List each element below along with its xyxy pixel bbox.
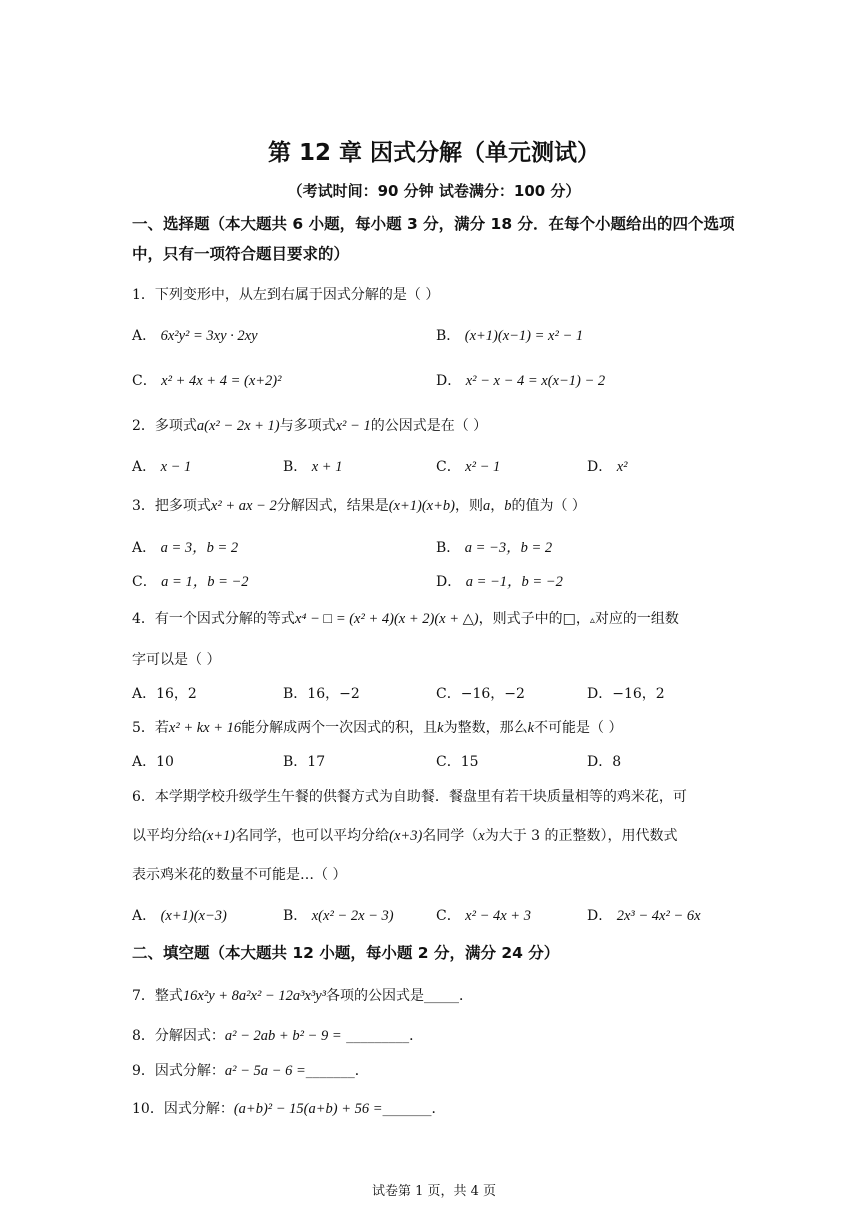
stem-text: 9．因式分解：: [132, 1063, 225, 1079]
option-label: D．: [436, 574, 462, 590]
option-math: 2x³ − 4x² − 6x: [616, 908, 701, 924]
stem-math: k: [437, 720, 444, 736]
option-label: D．: [436, 373, 462, 389]
stem-text: 为大于 3 的正整数），用代数式: [484, 828, 678, 844]
option-math: a = 1，b = −2: [161, 574, 249, 590]
option-math: x² − 1: [465, 459, 501, 475]
stem-text: 与多项式: [279, 418, 336, 434]
q4-option-b: B．16，−2: [283, 686, 360, 702]
option-math: (x+1)(x−3): [160, 908, 227, 924]
option-math: a = −3，b = 2: [464, 540, 553, 556]
option-math: x² − 4x + 3: [465, 908, 531, 924]
stem-math: a: [482, 498, 491, 514]
q6-option-d: [587, 905, 701, 925]
option-label: C．: [436, 459, 461, 475]
stem-math: a² − 2ab + b² − 9 =: [224, 1028, 342, 1044]
question-6-stem-cont2: 表示鸡米花的数量不可能是…（ ）: [132, 867, 347, 883]
q5-option-b: B．17: [283, 754, 326, 770]
stem-text: ，则式子中的□，: [478, 611, 590, 627]
stem-text: 的值为（ ）: [511, 498, 586, 514]
option-label: A．: [132, 328, 157, 344]
option-label: A．: [132, 459, 157, 475]
option-math: x − 1: [160, 459, 192, 475]
option-math: x + 1: [311, 459, 343, 475]
q6-option-b: [283, 905, 394, 925]
stem-math: x: [478, 828, 485, 844]
option-label: C．: [132, 574, 157, 590]
stem-text: 各项的公因式是_____．: [326, 988, 474, 1004]
exam-info: （考试时间：90 分钟 试卷满分：100 分）: [287, 182, 581, 200]
q3-option-d: [436, 570, 563, 591]
stem-math: (x+3): [389, 828, 423, 844]
stem-text: 分解因式，结果是: [276, 498, 389, 514]
option-label: B．: [436, 328, 461, 344]
q3-option-b: [436, 536, 552, 557]
stem-text: _______．: [305, 1063, 369, 1079]
question-8-stem: [132, 1025, 423, 1045]
page-title: 第 12 章 因式分解（单元测试）: [267, 140, 601, 166]
q5-option-c: C．15: [436, 754, 479, 770]
stem-math: x² − 1: [335, 418, 371, 434]
q2-option-a: [132, 456, 191, 476]
stem-text: 3．把多项式: [132, 498, 211, 514]
question-5-stem: [132, 717, 622, 737]
q2-option-c: [436, 456, 500, 476]
stem-math: x² + kx + 16: [168, 720, 242, 736]
stem-math: 16x²y + 8a²x² − 12a³x³y³: [182, 988, 327, 1004]
option-label: A．: [132, 540, 157, 556]
stem-text: 5．若: [132, 720, 169, 736]
stem-text: 7．整式: [132, 988, 183, 1004]
option-label: C．: [132, 373, 157, 389]
q4-option-d: D．−16，2: [587, 686, 665, 702]
triangle-symbol: ▵: [589, 615, 595, 626]
question-7-stem: [132, 985, 473, 1005]
option-math: a = −1，b = −2: [465, 574, 563, 590]
option-label: B．: [283, 459, 308, 475]
question-10-stem: [132, 1098, 446, 1118]
option-math: 6x²y² = 3xy · 2xy: [160, 328, 258, 344]
option-label: D．: [587, 908, 613, 924]
question-2-stem: [132, 415, 487, 435]
option-math: x² − x − 4 = x(x−1) − 2: [465, 373, 606, 389]
stem-text: _______．: [382, 1101, 446, 1117]
option-label: C．: [436, 908, 461, 924]
option-math: (x+1)(x−1) = x² − 1: [464, 328, 584, 344]
stem-math: (x+1)(x+b): [388, 498, 455, 514]
stem-text: 10．因式分解：: [132, 1101, 234, 1117]
option-math: x(x² − 2x − 3): [311, 908, 394, 924]
q1-option-b: [436, 325, 583, 345]
stem-math: x⁴ − □ = (x² + 4)(x + 2)(x + △): [294, 611, 479, 627]
stem-text: _________．: [341, 1028, 424, 1044]
option-math: x²: [616, 459, 628, 475]
stem-text: 2．多项式: [132, 418, 197, 434]
q1-option-a: [132, 325, 258, 345]
stem-math: (x+1): [202, 828, 236, 844]
page-footer: 试卷第 1 页，共 4 页: [371, 1184, 497, 1199]
option-label: B．: [436, 540, 461, 556]
question-1-stem: 1．下列变形中，从左到右属于因式分解的是（ ）: [132, 287, 440, 303]
option-label: B．: [283, 908, 308, 924]
stem-text: ，: [490, 498, 505, 514]
stem-text: 4．有一个因式分解的等式: [132, 611, 295, 627]
stem-math: a(x² − 2x + 1): [196, 418, 280, 434]
stem-text: 的公因式是在（ ）: [370, 418, 488, 434]
q6-option-c: [436, 905, 531, 925]
q5-option-a: A．10: [132, 754, 174, 770]
q2-option-d: [587, 456, 627, 476]
option-label: D．: [587, 459, 613, 475]
stem-text: 能分解成两个一次因式的积，且: [241, 720, 438, 736]
question-4-stem: [132, 608, 679, 628]
stem-text: ，则: [454, 498, 483, 514]
q3-option-a: [132, 536, 238, 557]
stem-math: a² − 5a − 6 =: [224, 1063, 306, 1079]
question-6-stem-cont: [132, 825, 678, 845]
q2-option-b: [283, 456, 342, 476]
question-4-stem-cont: 字可以是（ ）: [132, 652, 221, 668]
stem-math: k: [527, 720, 535, 736]
stem-text: 名同学，也可以平均分给: [235, 828, 390, 844]
stem-math: b: [504, 498, 512, 514]
stem-math: x² + ax − 2: [210, 498, 277, 514]
stem-text: 不可能是（ ）: [534, 720, 623, 736]
q1-option-c: [132, 370, 281, 390]
question-9-stem: [132, 1060, 369, 1080]
question-3-stem: [132, 495, 586, 515]
option-label: A．: [132, 908, 157, 924]
stem-text: 8．分解因式：: [132, 1028, 225, 1044]
option-math: x² + 4x + 4 = (x+2)²: [161, 373, 282, 389]
stem-text: 名同学（: [422, 828, 479, 844]
stem-math: (a+b)² − 15(a+b) + 56 =: [233, 1101, 383, 1117]
question-6-stem: 6．本学期学校升级学生午餐的供餐方式为自助餐．餐盘里有若干块质量相等的鸡米花，可: [132, 789, 687, 805]
q3-option-c: [132, 570, 249, 591]
section-heading-fill: 二、填空题（本大题共 12 小题，每小题 2 分，满分 24 分）: [132, 944, 560, 962]
q5-option-d: D．8: [587, 754, 622, 770]
stem-text: 为整数，那么: [443, 720, 528, 736]
q6-option-a: [132, 905, 227, 925]
q4-option-c: C．−16，−2: [436, 686, 525, 702]
q4-option-a: A．16，2: [132, 686, 197, 702]
stem-text: 对应的一组数: [594, 611, 679, 627]
stem-text: 以平均分给: [132, 828, 202, 844]
section-heading-choice: 一、选择题（本大题共 6 小题，每小题 3 分，满分 18 分．在每个小题给出的四个选项中，只有一项符合题目要求的）: [132, 215, 735, 263]
option-math: a = 3，b = 2: [160, 540, 239, 556]
q1-option-d: [436, 370, 605, 390]
